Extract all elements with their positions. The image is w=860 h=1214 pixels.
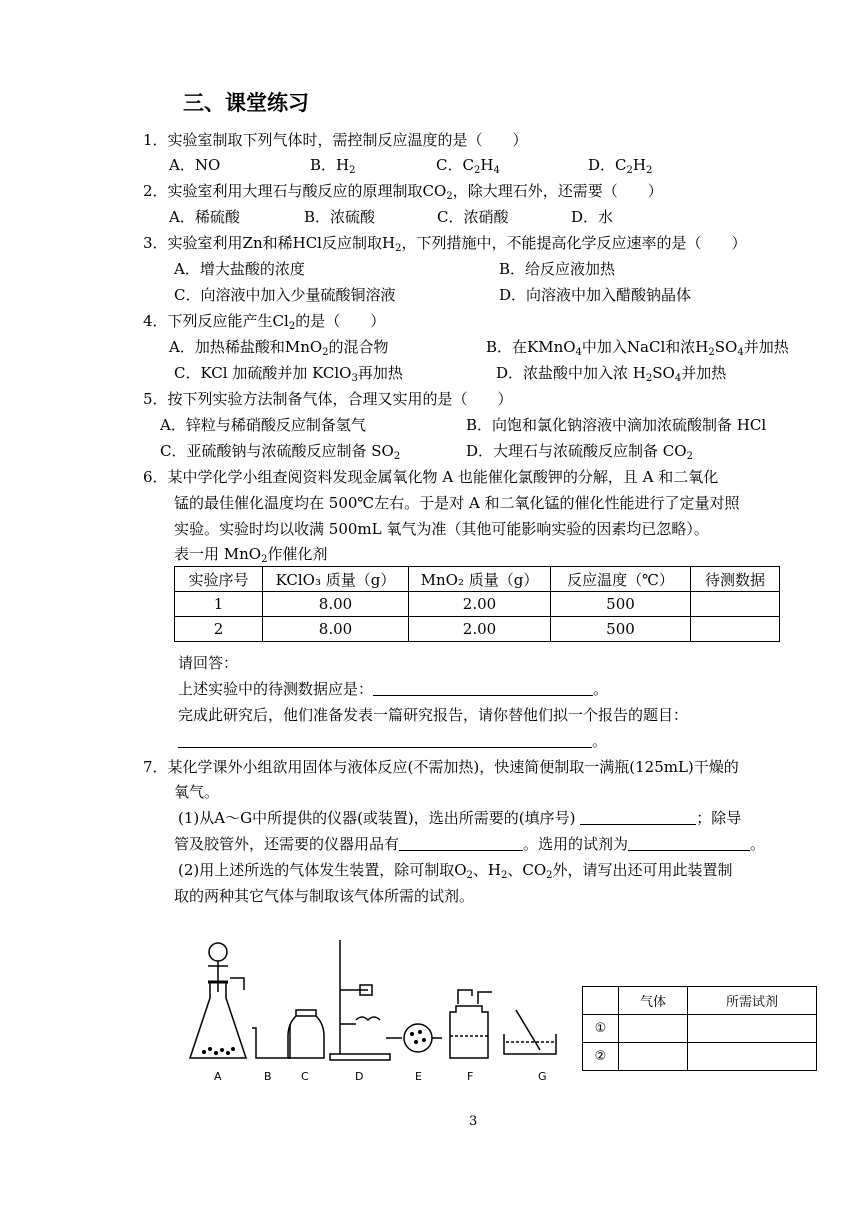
q2-option-a: A．稀硫酸 [169, 208, 240, 226]
apparatus-label: C [301, 1070, 309, 1083]
q6-reply-prompt: 请回答： [178, 654, 239, 672]
q1-stem: 1．实验室制取下列气体时，需控制反应温度的是（ ） [143, 131, 528, 149]
q3-option-d: D．向溶液中加入醋酸钠晶体 [499, 286, 692, 304]
table-cell-blank[interactable] [691, 592, 780, 617]
q4-stem: 4．下列反应能产生$Cl_2$的是（ ） [143, 312, 386, 332]
table-cell-blank[interactable] [688, 1015, 817, 1043]
apparatus-b-beaker [252, 1024, 290, 1058]
answer-blank[interactable] [399, 850, 523, 851]
apparatus-label: B [264, 1070, 272, 1083]
q2-option-d: D．水 [571, 208, 614, 226]
row-marker: ② [583, 1043, 619, 1071]
q7-answer-table [582, 986, 817, 1071]
apparatus-f-wash-bottle [450, 990, 492, 1058]
q6-line-1: 6．某中学化学小组查阅资料发现金属氧化物 A 也能催化氯酸钾的分解，且 A 和二氧化 [143, 468, 719, 486]
q7-part-2-line-1: (2)用上述所选的气体发生装置，除可制取$O_2$、$H_2$、$CO_2$外，请写出还可用此装置制 [178, 861, 733, 881]
table-cell: 1 [175, 592, 263, 617]
table-header-cell: KClO₃ 质量（g） [263, 567, 409, 592]
table-row [583, 1015, 817, 1043]
table-header-row [175, 567, 780, 592]
table-header-cell: 气体 [619, 987, 688, 1015]
answer-blank[interactable] [373, 695, 593, 696]
q2-option-c: C．浓硝酸 [437, 208, 509, 226]
answer-blank[interactable] [628, 850, 750, 851]
table-cell: 2.00 [409, 617, 551, 642]
apparatus-diagram [180, 930, 580, 1092]
apparatus-label: G [538, 1070, 547, 1083]
q4-option-d: D．浓盐酸中加入浓 $H_2SO_4$并加热 [496, 364, 727, 384]
table-header-cell: 反应温度（℃） [551, 567, 691, 592]
table-cell-blank[interactable] [688, 1043, 817, 1071]
table-header-cell: 待测数据 [691, 567, 780, 592]
answer-blank[interactable] [178, 747, 592, 748]
table-cell-blank[interactable] [619, 1015, 688, 1043]
q7-line-2: 氧气。 [174, 783, 220, 801]
q1-option-b: B．$H_2$ [310, 156, 356, 176]
apparatus-label: D [355, 1070, 364, 1083]
apparatus-e-drying-tube [386, 1024, 442, 1052]
apparatus-g-trough [504, 1010, 556, 1054]
table-row [583, 1043, 817, 1071]
q1-option-a: A．NO [169, 156, 221, 174]
q1-option-c: C．$C_2H_4$ [436, 156, 500, 176]
table-header-row [583, 987, 817, 1015]
q6-ask-2-answer: 。 [178, 731, 607, 751]
table-cell: 500 [551, 592, 691, 617]
q4-option-b: B．在KMnO$_4$中加入NaCl和浓$H_2SO_4$并加热 [486, 338, 789, 358]
table-header-cell: 所需试剂 [688, 987, 817, 1015]
q7-part-1-line-1: (1)从A～G中所提供的仪器(或装置)，选出所需要的(填序号) ；除导 [178, 809, 742, 827]
row-marker: ① [583, 1015, 619, 1043]
section-heading: 三、课堂练习 [183, 91, 309, 115]
q2-stem: 2．实验室利用大理石与酸反应的原理制取$CO_2$，除大理石外，还需要（ ） [143, 182, 663, 202]
q6-line-2: 锰的最佳催化温度均在 500℃左右。于是对 A 和二氧化锰的催化性能进行了定量对照 [174, 494, 740, 512]
q5-option-a: A．锌粒与稀硝酸反应制备氢气 [160, 416, 366, 434]
table-header-cell: 实验序号 [175, 567, 263, 592]
table-header-cell [583, 987, 619, 1015]
table-cell-blank[interactable] [619, 1043, 688, 1071]
q7-part-1-line-2: 管及胶管外，还需要的仪器用品有 。选用的试剂为 。 [174, 835, 766, 853]
apparatus-label: A [214, 1070, 222, 1083]
q6-data-table [174, 566, 780, 642]
q2-option-b: B．浓硫酸 [304, 208, 376, 226]
q3-option-b: B．给反应液加热 [499, 260, 616, 278]
q6-ask-2: 完成此研究后，他们准备发表一篇研究报告，请你替他们拟一个报告的题目： [178, 706, 689, 724]
q5-option-c: C．亚硫酸钠与浓硫酸反应制备 $SO_2$ [160, 442, 401, 462]
q6-line-3: 实验。实验时均以收满 500mL 氧气为准（其他可能影响实验的因素均已忽略）。 [174, 520, 709, 538]
table-row [175, 592, 780, 617]
table-cell-blank[interactable] [691, 617, 780, 642]
q3-option-c: C．向溶液中加入少量硫酸铜溶液 [174, 286, 396, 304]
table-cell: 8.00 [263, 617, 409, 642]
table-cell: 8.00 [263, 592, 409, 617]
q5-stem: 5．按下列实验方法制备气体，合理又实用的是（ ） [143, 390, 513, 408]
table-header-cell: MnO₂ 质量（g） [409, 567, 551, 592]
page-number: 3 [469, 1114, 478, 1129]
q5-option-d: D．大理石与浓硫酸反应制备 $CO_2$ [466, 442, 693, 462]
table-cell: 500 [551, 617, 691, 642]
q4-option-c: C．KCl 加硫酸并加 KClO$_3$再加热 [174, 364, 403, 384]
q6-table-caption: 表一用 MnO$_2$作催化剂 [174, 545, 328, 565]
q4-option-a: A．加热稀盐酸和MnO$_2$的混合物 [169, 338, 389, 358]
q5-option-b: B．向饱和氯化钠溶液中滴加浓硫酸制备 HCl [466, 416, 767, 434]
apparatus-c-bottle [288, 1010, 324, 1058]
table-cell: 2 [175, 617, 263, 642]
apparatus-d-iron-stand [330, 940, 390, 1060]
apparatus-label: E [415, 1070, 422, 1083]
apparatus-a-flask [190, 943, 246, 1058]
q7-part-2-line-2: 取的两种其它气体与制取该气体所需的试剂。 [174, 887, 475, 905]
table-cell: 2.00 [409, 592, 551, 617]
q3-stem: 3．实验室利用Zn和稀HCl反应制取$H_2$，下列措施中，不能提高化学反应速率的是（ ） [143, 234, 747, 254]
q3-option-a: A．增大盐酸的浓度 [174, 260, 305, 278]
q6-ask-1: 上述实验中的待测数据应是： 。 [178, 680, 609, 698]
apparatus-label: F [467, 1070, 474, 1083]
answer-blank[interactable] [580, 824, 696, 825]
q7-line-1: 7．某化学课外小组欲用固体与液体反应(不需加热)，快速简便制取一满瓶(125mL)干燥的 [143, 758, 739, 776]
q1-option-d: D．$C_2H_2$ [588, 156, 653, 176]
table-row [175, 617, 780, 642]
